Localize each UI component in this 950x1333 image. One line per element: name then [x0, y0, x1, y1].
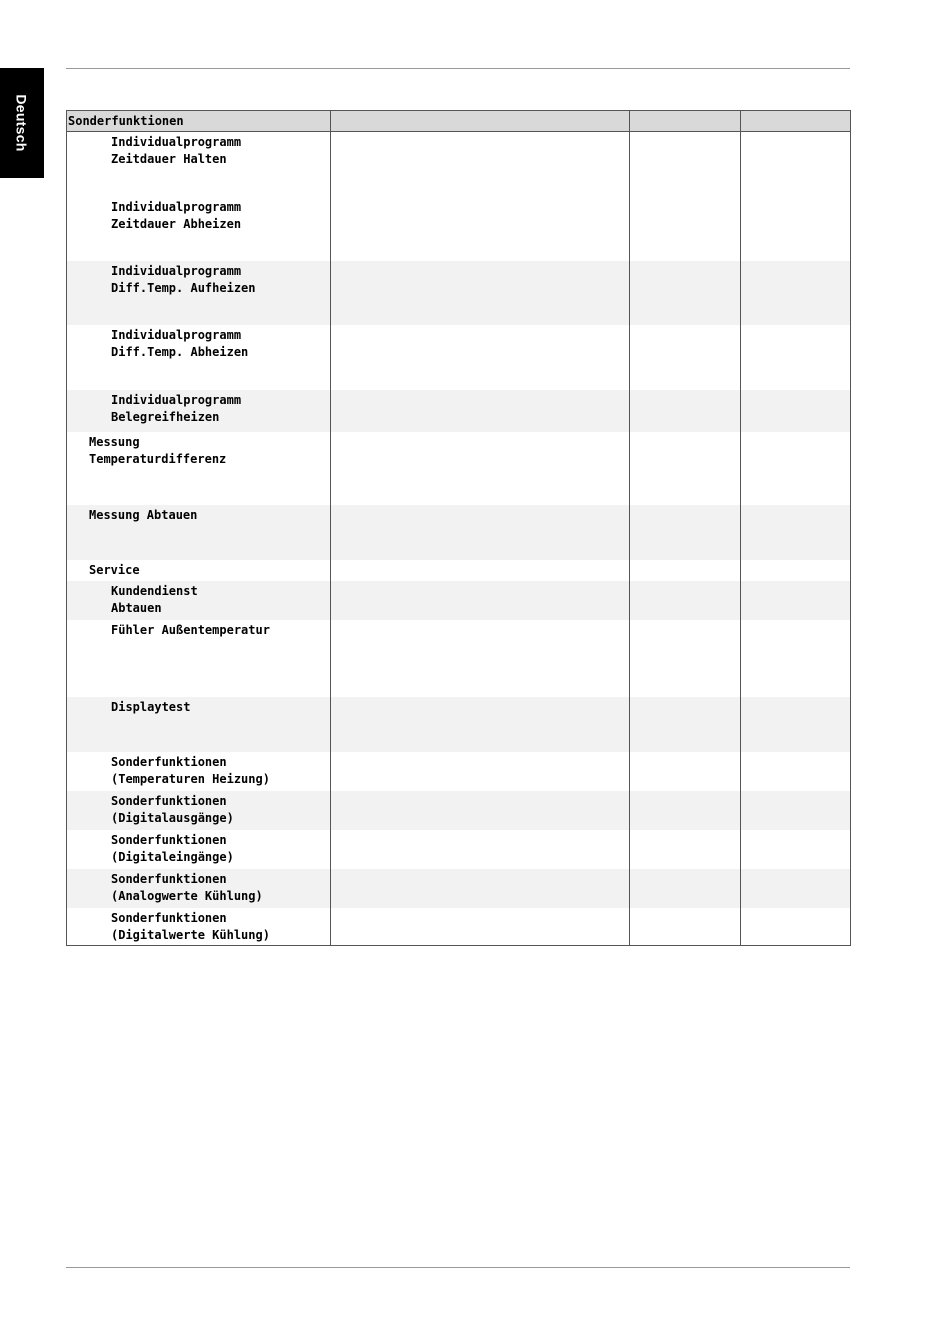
table-row: [67, 697, 851, 752]
function-label-line1: Sonderfunktionen: [111, 871, 227, 886]
header-cell-4: [741, 111, 851, 132]
function-cell: [67, 505, 331, 560]
language-tab-label: Deutsch: [14, 94, 30, 152]
function-label-line1: Individualprogramm: [111, 135, 242, 149]
empty-cell-col2: [331, 908, 630, 946]
empty-cell-col2: [331, 432, 630, 505]
function-label-line2: Diff.Temp. Abheizen: [111, 344, 249, 359]
function-label-line2: Zeitdauer Abheizen: [111, 216, 242, 231]
empty-cell-col2: [331, 752, 630, 791]
function-label-line1: Sonderfunktionen: [111, 754, 227, 769]
function-label-line1: Fühler Außentemperatur: [111, 622, 270, 637]
function-label-line2: (Digitalwerte Kühlung): [111, 927, 270, 942]
table-row: [67, 830, 851, 869]
function-label-line1: Individualprogramm: [111, 327, 242, 342]
empty-cell-col3: [630, 830, 741, 869]
empty-cell-col4: [741, 197, 851, 261]
function-cell: [67, 197, 331, 261]
empty-cell-col2: [331, 132, 630, 197]
empty-cell-col4: [741, 505, 851, 560]
empty-cell-col4: [741, 560, 851, 581]
empty-cell-col4: [741, 325, 851, 390]
function-label-line2: (Analogwerte Kühlung): [111, 888, 263, 903]
table-row: [67, 505, 851, 560]
function-cell: [67, 697, 331, 752]
function-label-line2: (Digitalausgänge): [111, 810, 234, 825]
table-row: [67, 261, 851, 325]
function-cell: [67, 791, 331, 830]
empty-cell-col2: [331, 197, 630, 261]
language-tab: [0, 68, 44, 178]
function-label-line2: (Temperaturen Heizung): [111, 771, 270, 786]
function-label-line1: Sonderfunktionen: [111, 793, 227, 808]
function-cell: [67, 869, 331, 908]
empty-cell-col4: [741, 432, 851, 505]
table-row: [67, 791, 851, 830]
function-cell: [67, 390, 331, 432]
empty-cell-col4: [741, 261, 851, 325]
function-label-line1: Individualprogramm: [111, 199, 242, 214]
table-row: [67, 132, 851, 197]
empty-cell-col4: [741, 390, 851, 432]
function-label-line2: Abtauen: [111, 600, 162, 615]
empty-cell-col3: [630, 432, 741, 505]
table-row: [67, 560, 851, 581]
header-cell-3: [630, 111, 741, 132]
table-body: [67, 132, 851, 946]
empty-cell-col2: [331, 791, 630, 830]
function-cell: [67, 261, 331, 325]
function-label-line1: Sonderfunktionen: [111, 910, 227, 925]
table-row: [67, 752, 851, 791]
function-cell: [67, 752, 331, 791]
empty-cell-col4: [741, 697, 851, 752]
empty-cell-col2: [331, 697, 630, 752]
table-row: [67, 581, 851, 620]
header-cell-function: Sonderfunktionen: [67, 111, 331, 132]
table-row: [67, 325, 851, 390]
empty-cell-col3: [630, 261, 741, 325]
empty-cell-col4: [741, 791, 851, 830]
empty-cell-col4: [741, 132, 851, 197]
table-row: [67, 869, 851, 908]
function-label-line2: Zeitdauer Halten: [111, 152, 227, 166]
empty-cell-col3: [630, 325, 741, 390]
empty-cell-col4: [741, 830, 851, 869]
empty-cell-col4: [741, 752, 851, 791]
empty-cell-col3: [630, 505, 741, 560]
function-cell: [67, 581, 331, 620]
empty-cell-col4: [741, 869, 851, 908]
empty-cell-col3: [630, 581, 741, 620]
function-label-line1: Messung: [89, 434, 140, 449]
table-row: [67, 390, 851, 432]
empty-cell-col3: [630, 697, 741, 752]
table-header-row: [67, 111, 851, 132]
header-cell-2: [331, 111, 630, 132]
function-label-line1: Messung Abtauen: [89, 507, 198, 522]
function-label-line2: Belegreifheizen: [111, 409, 220, 424]
function-label-line1: Displaytest: [111, 699, 191, 714]
function-label-line1: Kundendienst: [111, 583, 198, 598]
empty-cell-col3: [630, 869, 741, 908]
empty-cell-col4: [741, 620, 851, 697]
empty-cell-col3: [630, 620, 741, 697]
table-row: [67, 620, 851, 697]
table-row: [67, 908, 851, 946]
empty-cell-col2: [331, 560, 630, 581]
function-cell: [67, 560, 331, 581]
empty-cell-col2: [331, 620, 630, 697]
empty-cell-col3: [630, 560, 741, 581]
empty-cell-col3: [630, 752, 741, 791]
parameter-table: [66, 110, 851, 946]
empty-cell-col3: [630, 791, 741, 830]
empty-cell-col4: [741, 581, 851, 620]
function-cell: [67, 908, 331, 946]
empty-cell-col3: [630, 908, 741, 946]
empty-cell-col2: [331, 261, 630, 325]
function-cell: [67, 432, 331, 505]
function-cell: [67, 132, 331, 197]
function-label-line1: Service: [89, 562, 140, 577]
empty-cell-col2: [331, 505, 630, 560]
function-label-line1: Individualprogramm: [111, 392, 242, 407]
table-row: [67, 432, 851, 505]
empty-cell-col2: [331, 869, 630, 908]
empty-cell-col2: [331, 581, 630, 620]
empty-cell-col4: [741, 908, 851, 946]
empty-cell-col3: [630, 132, 741, 197]
function-cell: [67, 830, 331, 869]
header-rule: [66, 68, 850, 69]
empty-cell-col3: [630, 390, 741, 432]
function-label-line1: Individualprogramm: [111, 263, 242, 278]
table-row: [67, 197, 851, 261]
function-label-line2: Temperaturdifferenz: [89, 451, 227, 466]
function-label-line2: (Digitaleingänge): [111, 849, 234, 864]
footer-rule: [66, 1267, 850, 1268]
function-label-line1: Sonderfunktionen: [111, 832, 227, 847]
function-cell: [67, 620, 331, 697]
function-label-line2: Diff.Temp. Aufheizen: [111, 280, 256, 295]
empty-cell-col3: [630, 197, 741, 261]
function-cell: [67, 325, 331, 390]
empty-cell-col2: [331, 390, 630, 432]
empty-cell-col2: [331, 830, 630, 869]
empty-cell-col2: [331, 325, 630, 390]
